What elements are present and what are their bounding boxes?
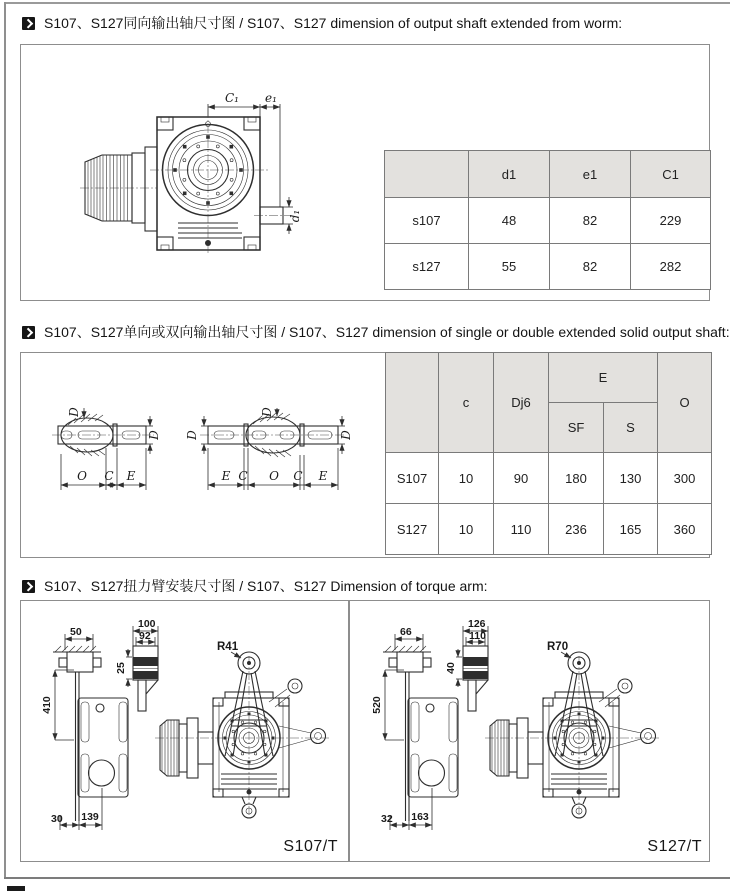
- section-bullet-icon: [22, 17, 35, 30]
- dim-bottom-right: 139: [81, 811, 99, 823]
- cell: 300: [658, 453, 712, 504]
- section3-heading-text: S107、S127扭力臂安装尺寸图 / S107、S127 Dimension of torque arm:: [44, 578, 488, 594]
- cell: 55: [469, 244, 550, 290]
- cell: 82: [550, 244, 631, 290]
- dim-w-outer: 100: [138, 618, 156, 630]
- dim-O-label: O: [269, 469, 279, 483]
- cell: 236: [549, 504, 604, 555]
- cell: 48: [469, 198, 550, 244]
- row-name: S127: [386, 504, 439, 555]
- cell: 165: [604, 504, 658, 555]
- radius-label: R41: [217, 641, 239, 653]
- section1-table: [384, 150, 711, 290]
- dim-height: 520: [371, 696, 383, 714]
- table-row: [385, 244, 711, 290]
- dim-w-outer: 126: [468, 618, 486, 630]
- dim-O-label: O: [77, 469, 87, 483]
- col-header-E: E: [549, 353, 658, 403]
- dim-h-block: 40: [445, 662, 457, 674]
- dim-C-label: C: [293, 469, 303, 483]
- radius-label: R70: [547, 641, 569, 653]
- cell: 180: [549, 453, 604, 504]
- col-header-O: O: [658, 353, 712, 453]
- dim-bottom-left: 30: [51, 813, 63, 825]
- cell: 82: [550, 198, 631, 244]
- cell: 110: [494, 504, 549, 555]
- cell: 130: [604, 453, 658, 504]
- dim-D-label: D: [260, 407, 274, 417]
- col-header-dj6: Dj6: [494, 353, 549, 453]
- table-header-row: [386, 353, 712, 403]
- section3-heading: [22, 576, 488, 596]
- table-row: [386, 504, 712, 555]
- dim-E-label: E: [318, 469, 328, 483]
- col-header-e1: e1: [550, 151, 631, 198]
- row-name: S107: [386, 453, 439, 504]
- dim-D-label: D: [147, 430, 161, 440]
- col-header-d1: d1: [469, 151, 550, 198]
- dim-E-label: E: [126, 469, 136, 483]
- col-header-blank: [386, 353, 439, 453]
- dim-C-label: C: [238, 469, 248, 483]
- section1-heading: [22, 13, 622, 33]
- panel-label-s107t: S107/T: [283, 838, 338, 855]
- dim-height: 410: [41, 696, 53, 714]
- section-bullet-icon: [22, 326, 35, 339]
- cell: 360: [658, 504, 712, 555]
- page-corner-mark: [7, 886, 25, 891]
- torque-arm-drawing-s107t: [27, 606, 345, 852]
- col-header-blank: [385, 151, 469, 198]
- page-border-bottom: [4, 877, 730, 879]
- dim-c1-label: C₁: [225, 91, 239, 105]
- panel-label-s127t: S127/T: [647, 838, 702, 855]
- output-shaft-drawing: [40, 372, 380, 527]
- dim-w-inner: 92: [139, 630, 151, 642]
- section2-heading: [22, 322, 730, 342]
- col-header-SF: SF: [549, 403, 604, 453]
- cell: 282: [631, 244, 711, 290]
- section2-table: [385, 352, 712, 555]
- row-name: s127: [385, 244, 469, 290]
- dim-top: 50: [70, 626, 82, 638]
- dim-E-label: E: [221, 469, 231, 483]
- dim-bottom-right: 163: [411, 811, 429, 823]
- row-name: s107: [385, 198, 469, 244]
- cell: 229: [631, 198, 711, 244]
- torque-arm-drawing-s127t: [357, 606, 675, 852]
- col-header-c: c: [439, 353, 494, 453]
- dim-D-label: D: [185, 430, 199, 440]
- col-header-C1: C1: [631, 151, 711, 198]
- dim-h-block: 25: [115, 662, 127, 674]
- page-border-top: [4, 2, 730, 4]
- dim-e1-label: e₁: [265, 91, 277, 105]
- section2-heading-text: S107、S127单向或双向输出轴尺寸图 / S107、S127 dimension of single or double extended solid output shaft:: [44, 324, 730, 340]
- housing-vents: [178, 223, 242, 238]
- page-border-left: [4, 2, 6, 878]
- section-bullet-icon: [22, 580, 35, 593]
- section3-divider: [348, 600, 350, 862]
- table-row: [385, 198, 711, 244]
- dim-D-label: D: [67, 407, 81, 417]
- cell: 90: [494, 453, 549, 504]
- cell: 10: [439, 453, 494, 504]
- dim-w-inner: 110: [469, 630, 486, 642]
- table-header-row: [385, 151, 711, 198]
- dim-top: 66: [400, 626, 412, 638]
- table-row: [386, 453, 712, 504]
- cell: 10: [439, 504, 494, 555]
- section1-heading-text: S107、S127同向输出轴尺寸图 / S107、S127 dimension of output shaft extended from worm:: [44, 15, 623, 31]
- col-header-S: S: [604, 403, 658, 453]
- dim-d1-label: d₁: [288, 209, 302, 223]
- dim-bottom-left: 32: [381, 813, 393, 825]
- dim-C-label: C: [104, 469, 114, 483]
- dim-D-label: D: [339, 430, 353, 440]
- gearbox-front-drawing: [40, 56, 370, 301]
